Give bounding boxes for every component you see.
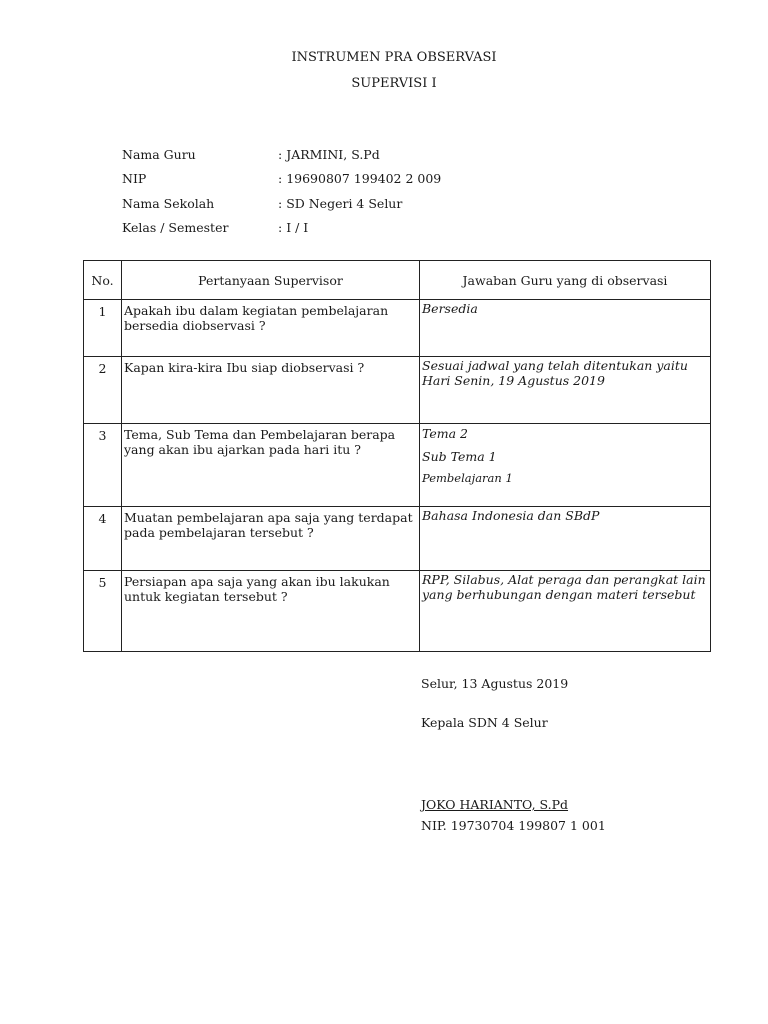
header-no: No. <box>84 261 122 300</box>
table-row <box>84 357 711 424</box>
row-number: 1 <box>98 304 107 319</box>
answer-text: Bahasa Indonesia dan SBdP <box>422 508 600 523</box>
question-cell <box>122 424 420 507</box>
answer-line-sub-tema: Sub Tema 1 <box>422 449 497 464</box>
info-value: : SD Negeri 4 Selur <box>278 196 402 211</box>
table-row <box>84 424 711 507</box>
answer-cell <box>420 300 711 357</box>
answer-line-tema: Tema 2 <box>422 426 468 441</box>
info-label: Nama Sekolah <box>122 196 215 211</box>
answer-cell <box>420 424 711 507</box>
document-title: INSTRUMEN PRA OBSERVASI <box>291 50 497 65</box>
info-value: : 19690807 199402 2 009 <box>278 171 441 186</box>
info-label: NIP <box>122 171 147 186</box>
question-text: Kapan kira-kira Ibu siap diobservasi ? <box>124 360 365 375</box>
signature-place-date: Selur, 13 Agustus 2019 <box>421 676 569 691</box>
observation-table <box>83 260 711 652</box>
answer-cell <box>420 571 711 652</box>
answer-line-pembelajaran: Pembelajaran 1 <box>422 471 513 485</box>
question-text: Persiapan apa saja yang akan ibu lakukan untuk kegiatan tersebut ? <box>124 574 390 604</box>
row-number: 5 <box>98 575 107 590</box>
table-row <box>84 507 711 571</box>
signature-nip: NIP. 19730704 199807 1 001 <box>421 818 606 833</box>
document-subtitle: SUPERVISI I <box>351 76 437 91</box>
table-row <box>84 571 711 652</box>
answer-cell <box>420 507 711 571</box>
question-text: Apakah ibu dalam kegiatan pembelajaran bersedia diobservasi ? <box>124 303 389 333</box>
row-number-cell <box>84 571 122 652</box>
header-answer: Jawaban Guru yang di observasi <box>420 261 711 300</box>
header-question: Pertanyaan Supervisor <box>122 261 420 300</box>
info-label: Kelas / Semester <box>122 220 229 235</box>
answer-text: Bersedia <box>422 301 478 316</box>
question-cell <box>122 300 420 357</box>
question-cell <box>122 507 420 571</box>
row-number-cell <box>84 507 122 571</box>
row-number: 4 <box>98 511 107 526</box>
signature-position: Kepala SDN 4 Selur <box>421 715 548 730</box>
row-number-cell <box>84 300 122 357</box>
answer-text: Sesuai jadwal yang telah ditentukan yaitu Hari Senin, 19 Agustus 2019 <box>422 358 688 388</box>
row-number: 2 <box>98 361 107 376</box>
question-text: Tema, Sub Tema dan Pembelajaran berapa yang akan ibu ajarkan pada hari itu ? <box>124 427 396 457</box>
row-number-cell <box>84 424 122 507</box>
question-text: Muatan pembelajaran apa saja yang terdapat pada pembelajaran tersebut ? <box>124 510 413 540</box>
table-header-row <box>84 261 711 300</box>
question-cell <box>122 571 420 652</box>
question-cell <box>122 357 420 424</box>
row-number: 3 <box>98 428 107 443</box>
row-number-cell <box>84 357 122 424</box>
info-value: : JARMINI, S.Pd <box>278 147 380 162</box>
info-value: : I / I <box>278 220 308 235</box>
answer-cell <box>420 357 711 424</box>
info-label: Nama Guru <box>122 147 196 162</box>
signature-name: JOKO HARIANTO, S.Pd <box>421 797 569 812</box>
table-row <box>84 300 711 357</box>
answer-text: RPP, Silabus, Alat peraga dan perangkat lain yang berhubungan dengan materi tersebut <box>422 572 706 602</box>
